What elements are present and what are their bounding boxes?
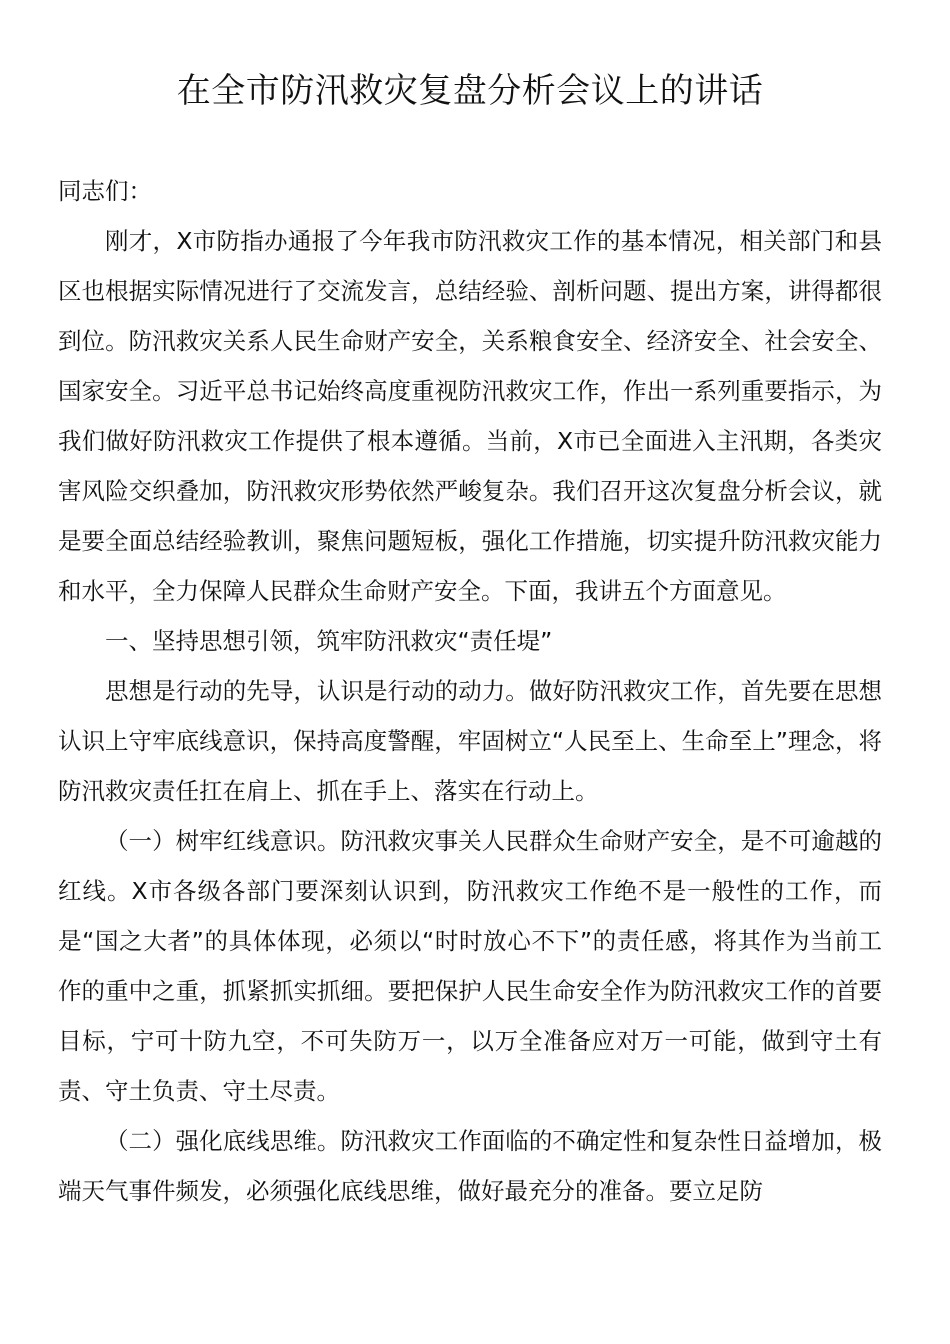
paragraph-subsection-1: （一）树牢红线意识。防汛救灾事关人民群众生命财产安全，是不可逾越的红线。X市各级各部门要深刻认识到，防汛救灾工作绝不是一般性的工作，而是“国之大者”的具体体现，必须以“时时放心不下”的责任感，将其作为当前工作的重中之重，抓紧抓实抓细。要把保护人民生命安全作为防汛救灾工作的首要目标，宁可十防九空，不可失防万一，以万全准备应对万一可能，做到守土有责、守土负责、守土尽责。 — [58, 827, 882, 1105]
salutation: 同志们： — [58, 177, 152, 205]
document-title: 在全市防汛救灾复盘分析会议上的讲话 — [176, 71, 764, 111]
paragraph-subsection-2: （二）强化底线思维。防汛救灾工作面临的不确定性和复杂性日益增加，极端天气事件频发，必须强化底线思维，做好最充分的准备。要立足防 — [58, 1127, 882, 1205]
paragraph-intro: 刚才，X市防指办通报了今年我市防汛救灾工作的基本情况，相关部门和县区也根据实际情况进行了交流发言，总结经验、剖析问题、提出方案，讲得都很到位。防汛救灾关系人民生命财产安全，关系粮食安全、经济安全、社会安全、国家安全。习近平总书记始终高度重视防汛救灾工作，作出一系列重要指示，为我们做好防汛救灾工作提供了根本遵循。当前，X市已全面进入主汛期，各类灾害风险交织叠加，防汛救灾形势依然严峻复杂。我们召开这次复盘分析会议，就是要全面总结经验教训，聚焦问题短板，强化工作措施，切实提升防汛救灾能力和水平，全力保障人民群众生命财产安全。下面，我讲五个方面意见。 — [58, 227, 882, 605]
paragraph-section-1: 思想是行动的先导，认识是行动的动力。做好防汛救灾工作，首先要在思想认识上守牢底线意识，保持高度警醒，牢固树立“人民至上、生命至上”理念，将防汛救灾责任扛在肩上、抓在手上、落实在行动上。 — [58, 677, 882, 805]
section-heading-1: 一、坚持思想引领，筑牢防汛救灾“责任堤” — [105, 627, 553, 655]
